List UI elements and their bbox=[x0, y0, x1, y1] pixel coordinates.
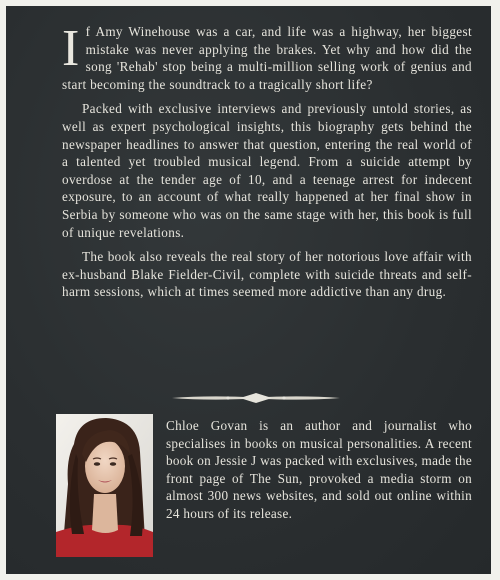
author-bio: Chloe Govan is an author and journalist who specialises in books on musical personalities. A recent book on Jessie J was packed with exclusives, made the front page of The Sun, provoked a media storm on almost 300 news websites, and sold out online within 24 hours of its release. bbox=[166, 418, 472, 521]
blurb-paragraph-1 bbox=[62, 20, 472, 93]
flourish-divider-icon bbox=[170, 391, 342, 405]
blurb-paragraph-3: The book also reveals the real story of her notorious love affair with ex-husband Blake Fielder-Civil, complete with suicide threats and self-harm sessions, which at times seemed more addictive than any drug. bbox=[62, 249, 472, 300]
book-blurb bbox=[62, 20, 472, 308]
blurb-paragraph-2: Packed with exclusive interviews and previously untold stories, as well as expert psychological insights, this biography gets behind the newspaper headlines to answer that question, entering the real world of a talented yet troubled musical legend. From a suicide attempt by overdose at the tender age of 10, and a teenage arrest for indecent exposure, to an account of what really happened at her final show in Serbia by someone who was on the same stage with her, this book is full of unique revelations. bbox=[62, 101, 472, 240]
drop-cap: I bbox=[62, 20, 80, 77]
author-photo bbox=[56, 414, 153, 557]
blurb-paragraph-1-text: f Amy Winehouse was a car, and life was a highway, her biggest mistake was never applying the brakes. Yet why and how did the song 'Rehab' stop being a multi-million selling work of genius and start becoming the soundtrack to a tragically short life? bbox=[62, 24, 472, 92]
